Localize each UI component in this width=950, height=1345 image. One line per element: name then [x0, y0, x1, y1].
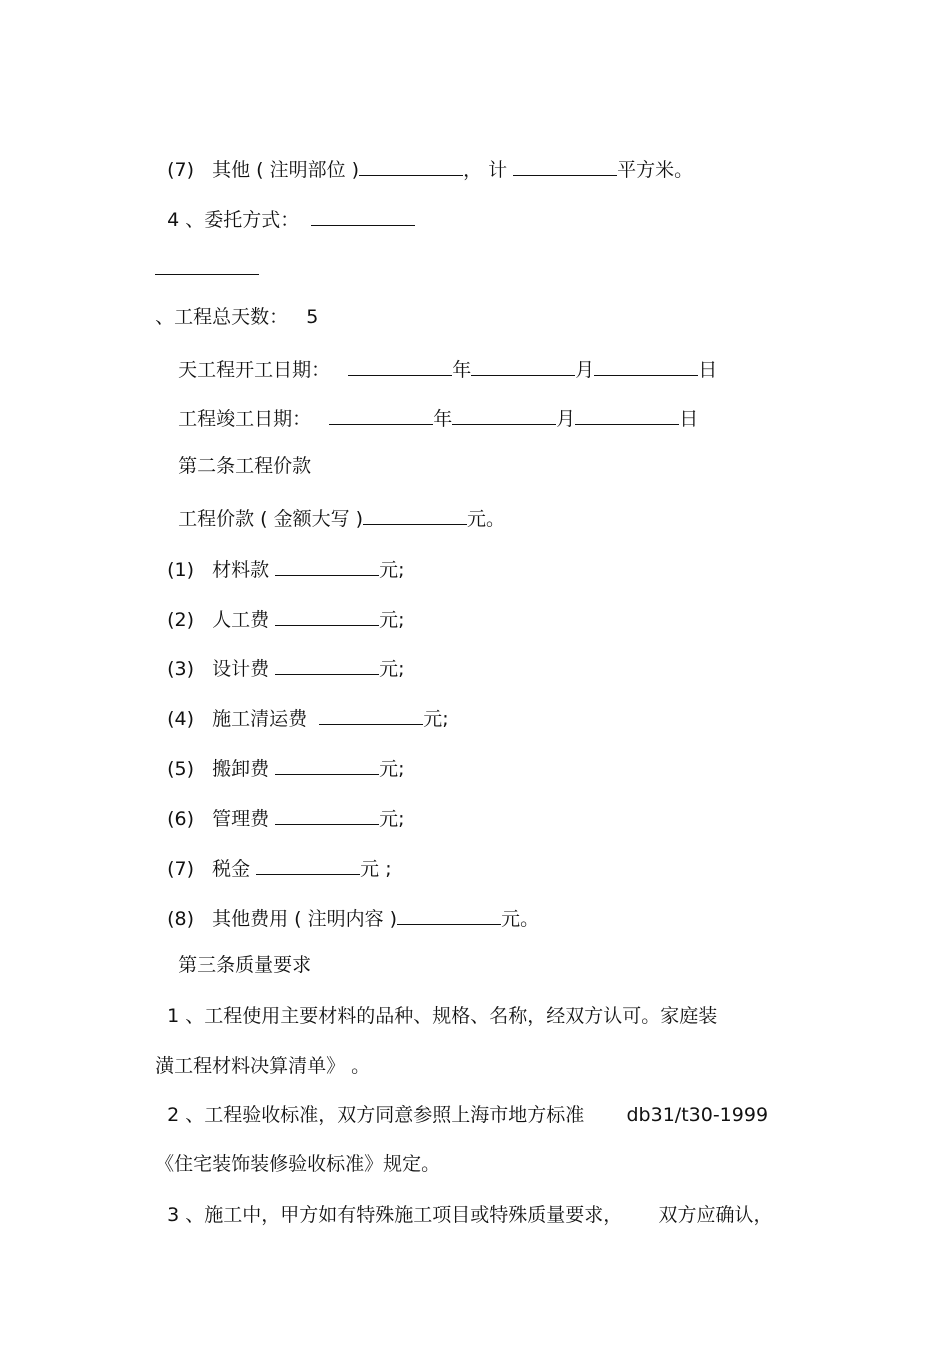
item-other-area-label: (7) 其他 ( 注明部位 )	[167, 159, 360, 181]
price-item-cleanup	[155, 680, 449, 731]
total-price-unit: 元。	[467, 508, 506, 530]
total-days	[143, 281, 318, 329]
year-label: 年	[433, 408, 453, 430]
blank-field[interactable]	[311, 205, 415, 226]
price-item-label: (5) 搬卸费	[167, 758, 276, 780]
quality-clause-2	[155, 1079, 768, 1127]
price-item-label: (1) 材料款	[167, 559, 276, 581]
price-item-unit: 元 ;	[360, 858, 392, 880]
price-item-unit: 元;	[379, 609, 405, 631]
blank-field[interactable]	[275, 654, 379, 675]
section-two-heading	[166, 430, 311, 478]
blank-field[interactable]	[256, 854, 360, 875]
price-item-label: (2) 人工费	[167, 609, 276, 631]
entrust-method	[155, 181, 415, 232]
total-days-label: 、工程总天数： 5	[155, 306, 319, 328]
blank-field[interactable]	[363, 504, 467, 525]
blank-field[interactable]	[319, 704, 423, 725]
day-label: 日	[698, 359, 718, 381]
day-label: 日	[679, 408, 699, 430]
standalone-blank	[143, 230, 259, 281]
price-item-unit: 元;	[379, 808, 405, 830]
month-label: 月	[556, 408, 576, 430]
section-three-heading	[166, 929, 311, 977]
price-item-materials	[155, 531, 405, 582]
blank-field[interactable]	[155, 254, 259, 275]
blank-field[interactable]	[275, 605, 379, 626]
price-item-unit: 元;	[423, 708, 449, 730]
price-item-design	[155, 630, 405, 681]
start-date	[166, 331, 717, 382]
quality-clause-text: 2 、工程验收标准，双方同意参照上海市地方标准 db31/t30-1999	[167, 1104, 769, 1126]
price-item-label: (8) 其他费用 ( 注明内容 )	[167, 908, 398, 930]
price-item-unit: 元;	[379, 658, 405, 680]
blank-field[interactable]	[275, 754, 379, 775]
item-other-area-mid: ， 计	[463, 159, 514, 181]
item-other-area	[155, 131, 693, 182]
blank-field[interactable]	[275, 804, 379, 825]
blank-field[interactable]	[397, 904, 501, 925]
quality-clause-1-cont	[143, 1030, 370, 1078]
price-item-label: (4) 施工清运费	[167, 708, 320, 730]
item-other-area-unit: 平方米。	[617, 159, 694, 181]
price-item-tax	[155, 830, 392, 881]
price-item-unit: 元。	[501, 908, 540, 930]
section-three-title: 第三条质量要求	[178, 954, 312, 976]
price-item-label: (3) 设计费	[167, 658, 276, 680]
price-item-label: (7) 税金	[167, 858, 257, 880]
year-label: 年	[452, 359, 472, 381]
quality-clause-text: 3 、施工中，甲方如有特殊施工项目或特殊质量要求， 双方应确认，	[167, 1204, 773, 1226]
price-item-unit: 元;	[379, 559, 405, 581]
entrust-method-label: 4 、委托方式：	[167, 209, 312, 231]
start-date-label: 天工程开工日期：	[178, 359, 349, 381]
price-item-labor	[155, 581, 405, 632]
blank-field[interactable]	[594, 355, 698, 376]
quality-clause-1	[155, 980, 717, 1028]
section-two-title: 第二条工程价款	[178, 455, 312, 477]
blank-field[interactable]	[359, 155, 463, 176]
month-label: 月	[575, 359, 595, 381]
quality-clause-text: 《住宅装饰装修验收标准》规定。	[155, 1153, 441, 1175]
blank-field[interactable]	[575, 404, 679, 425]
quality-clause-2-cont	[143, 1128, 440, 1176]
price-item-label: (6) 管理费	[167, 808, 276, 830]
quality-clause-text: 1 、工程使用主要材料的品种、规格、名称，经双方认可。家庭装	[167, 1005, 718, 1027]
quality-clause-text: 潢工程材料决算清单》 。	[155, 1055, 371, 1077]
price-item-other	[155, 880, 539, 931]
blank-field[interactable]	[513, 155, 617, 176]
price-item-management	[155, 780, 405, 831]
blank-field[interactable]	[452, 404, 556, 425]
price-item-moving	[155, 730, 405, 781]
quality-clause-3	[155, 1179, 772, 1227]
end-date	[166, 380, 698, 431]
total-price-label: 工程价款 ( 金额大写 )	[178, 508, 364, 530]
blank-field[interactable]	[329, 404, 433, 425]
blank-field[interactable]	[471, 355, 575, 376]
price-item-unit: 元;	[379, 758, 405, 780]
blank-field[interactable]	[275, 555, 379, 576]
blank-field[interactable]	[348, 355, 452, 376]
end-date-label: 工程竣工日期：	[178, 408, 330, 430]
total-price	[166, 480, 505, 531]
